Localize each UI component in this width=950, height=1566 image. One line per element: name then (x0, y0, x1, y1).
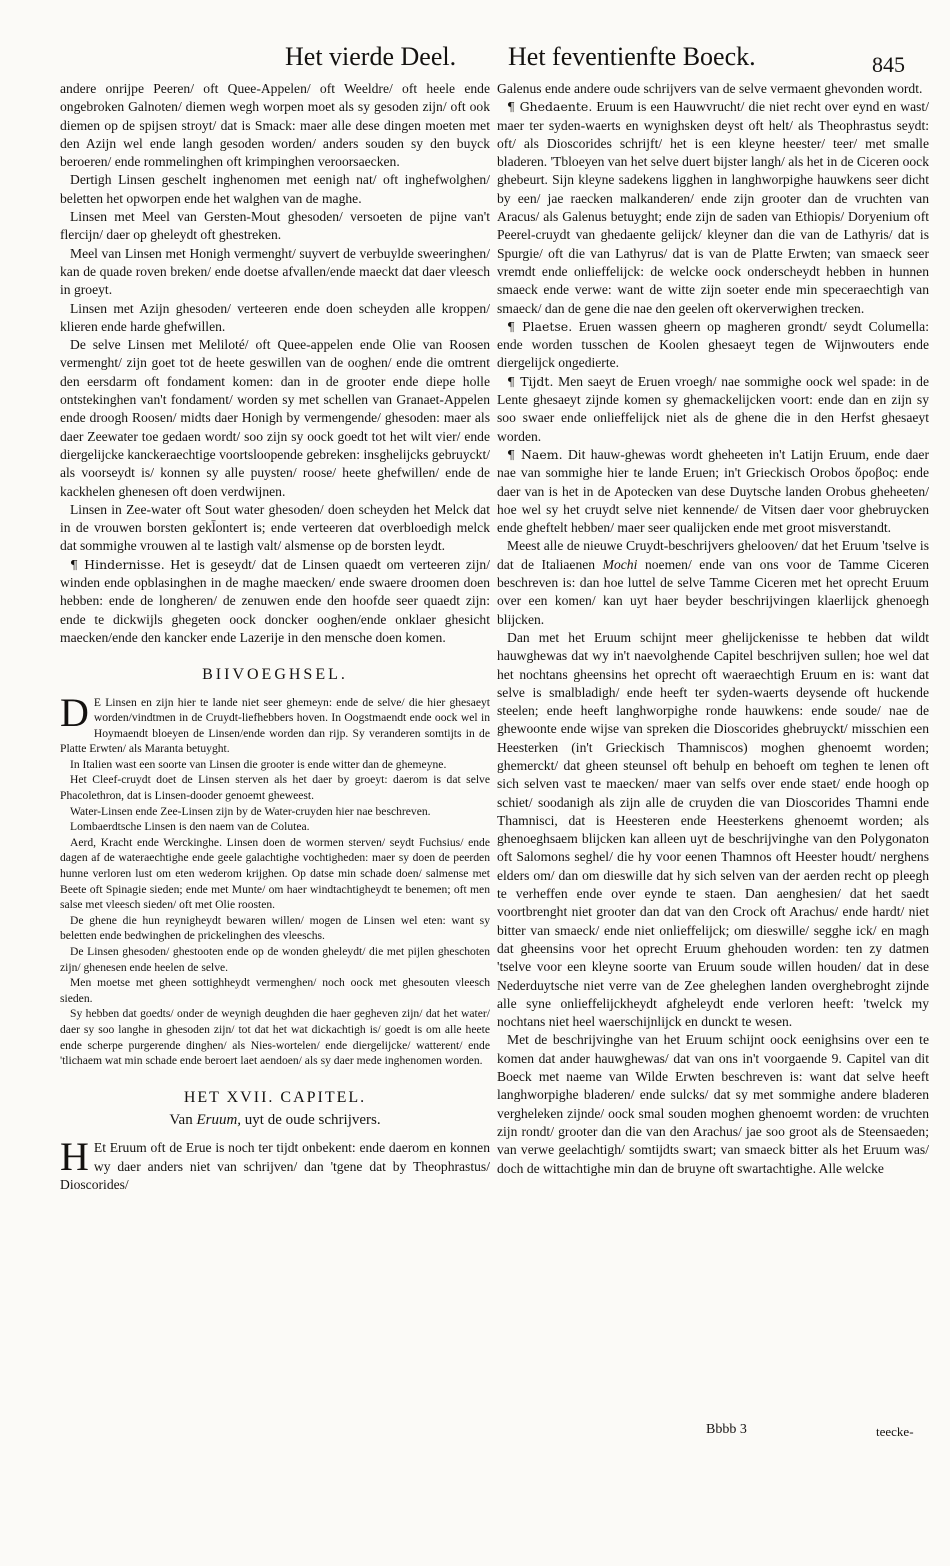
addition-para-1 (60, 689, 490, 757)
right-para-tijdt (497, 373, 929, 446)
addition-para-8: De Linsen ghesoden/ ghestooten ende op de wonden gheleydt/ die met pijlen gheschoten zijn/ ghenesen ende heelen de selve. (60, 945, 490, 974)
left-para-8 (60, 556, 490, 647)
signature-mark: Bbbb 3 (706, 1422, 747, 1437)
dropcap-h: H (60, 1134, 89, 1180)
addition-para-6: Aerd, Kracht ende Werckinghe. Linsen doen de wormen sterven/ seydt Fuchsius/ ende dagen af de wateraechtighe ende geele galachtighe vochtigheden: maer sy doen de peerden hunne verloren lust om eten wederom krijghen. Op datse min schade doen/ salmense met Beete oft Spinagie sieden; ende met Munte/ om haer windtachtigheydt te benemen; oft men salse met vleesch sieden/ oft met Olie roosten. (60, 835, 490, 912)
addition-para-5: Lombaerdtsche Linsen is den naem van de Colutea. (70, 820, 310, 834)
addition-para-3: Het Cleef-cruydt doet de Linsen sterven als het daer by groeyt: daerom is dat selve Phacolethron, dat is Linsen-dooder genoemt gheweest. (60, 773, 490, 803)
chapter-subtitle (60, 1111, 490, 1129)
right-para-6b: noemen/ ende van ons voor de Tamme Ciceren beschreven is: dan hoe luttel de selve Tamme Ciceren met het oprecht Eruum over een komen/ kan uyt haer beyder beschrijvingen klaerlijck ghenoegh blijcken. (497, 556, 930, 627)
naem-text-b: : ende daer van is het in de Apotecken van dese Duytsche landen Orobus gheheeten/ hoe wel sy het cruydt selve niet kennende/ de Vitsen daer voor ghebruycken ende gheftelt hebben/ maer seer qualijcken ende met groot misverstandt. (497, 465, 929, 536)
right-para-1: Galenus ende andere oude schrijvers van de selve vermaent ghevonden wordt. (497, 81, 923, 96)
right-para-7: Dan met het Eruum schijnt meer ghelijckenisse te hebben dat wildt hauwghewas dat wy in't naevolghende Capitel beschrijven sullen; hoe wel dat het nochtans gheensins het oprecht oft waeraechtigh Eruum en is: want dat selve is smalbladigh/ ende heeft ter syden-waerts deysende oft huckende steelen; ende heeft langhworpighe ronde hauwkens: ende soude/ nae de ghewoonte ende wijse van spreken die Dioscorides ghebruyckt/ misschien een Heesterken (in't Grieckisch Thamniscos) moghen ghenoemt worden; ghemerckt/ dat gheen steunsel oft behulp en behoeft om teghen te lenen oft sich selven vast te maecken/ maer van selfs over ende staet/ ende hoogh op schiet/ soodanigh als zijn alle de cruyden die van Dioscorides Thamni ende Thamnisci, dat is Heesteren ende Heesterkens ghenoemt worden; als ghenoeghsaem blijcken kan alleen uyt de beschrijvinghe van den Polygonaton oft Salomons seghel/ die hy voor eenen Thamnos oft Heester houdt/ nerghens elders om/ dan om dieswille dat hy sich selven van der aerden recht op pleegh te verheffen ende over eynde te staen. Dan aenghesien/ dat het saedt voortbrenght niet grooter dan dat van den Crock oft Arachus/ ende hardt/ niet bitter van smaeck/ ende niet onlieffelijck; om dieswille/ segghe ick/ en magh dat gheensins voor het oprecht Eruum ghehouden worden: ten zy datmen 'tselve voor een kleyne soorte van Eruum soude willen houden/ dat in dese Nederduytsche niet verre van de Zee gheleghen landen overghebroght zijnde alle syne onlieffelijckheydt afgheleydt ende verloren heeft: 'twelck my nochtans niet heel waerschijnlijck en dunckt te wesen. (497, 629, 929, 1030)
chapter-para-1 (60, 1134, 490, 1194)
addition-para-4: Water-Linsen ende Zee-Linsen zijn by de Water-cruyden hier nae beschreven. (70, 804, 431, 818)
addition-para-1-text: E Linsen en zijn hier te lande niet seer ghemeyn: ende de selve/ die hier ghesaeyt worden/vindtmen in de Cruydt-liefhebbers hoven. In Oogstmaendt ende oock wel in Hoymaendt bloeyen de Linsen/ende worden dan rijp. Sy veranderen somtijts in de Platte Erwten/ als Maranta betuyght. (60, 695, 490, 756)
right-para-8: Met de beschrijvinghe van het Eruum schijnt oock eenighsins over een te komen dat ander hauwghewas/ dat van ons in't voorgaende 9. Capitel van dit Boeck met naeme van Wilde Erwten beschreven is: want dat selve heeft langhworpighe bladeren/ ende sulcks/ dat sy met sommighe andere bladeren vergheleken zijnde/ oock smal souden moghen ghenoemt worden: de vruchten zijn rondt/ grooter dan die van den Arachus/ jae soo groot als de Steensaeden; van verwe geelachtigh/ somtijdts swart; van smaeck bitter als het Eruum was/ doch de wittachtighe min dan de bruyne oft swartachtighe. Alle welcke (497, 1032, 929, 1176)
left-para-2: Dertigh Linsen geschelt inghenomen met eenigh nat/ oft inghefwolghen/ beletten het opworpen ende het walghen van de maghe. (60, 172, 490, 206)
addition-para-9: Men moetse met gheen sottighheydt vermenghen/ noch oock met ghesouten vleesch sieden. (60, 976, 490, 1005)
right-column (497, 80, 929, 1178)
left-para-6: De selve Linsen met Meliloté/ oft Quee-appelen ende Olie van Roosen vermenght/ zijn goet tot de heete geswillen van de ooghen/ ende die omtrent den eersdarm oft fondament komen: dan in de grooter ende diepe holle ontstekinghen van't fondament/ worden sy met schellen van Granaet-Appelen ende droogh Roosen/ midts daer Honigh by vermengende/ ghesoden: maer als daer Zeewater toe gedaen wordt/ soo zijn sy oock goedt tot het wilt vier/ ende diergelijcke kanckeraechtige voortsloopende gebreken: insghelijcks gebruyckt/ als voorseydt is/ konnen sy alle puysten/ roose/ heete ghefwillen/ ende de kackhelen ghenesen oft doen verdwijnen. (60, 337, 490, 499)
running-head (0, 42, 950, 82)
label-ghedaente: ¶ Ghedaente. (507, 99, 593, 115)
page-number: 845 (872, 52, 905, 77)
left-para-4: Meel van Linsen met Honigh vermenght/ suyvert de verbuylde sweeringhen/ kan de quade roven breken/ ende doetse afvallen/ende maeckt dat daer vleesch in groeyt. (60, 245, 490, 298)
chapter-subtitle-latin: Eruum, (196, 1112, 242, 1129)
right-para-6a: Meest alle de nieuwe Cruydt-beschrijvers ghelooven/ dat het Eruum 'tselve is dat de Italiaenen (497, 538, 929, 572)
right-para-plaetse (497, 318, 929, 373)
italian-word: Mochi (602, 556, 638, 572)
addition-para-7: De ghene die hun reynigheydt bewaren willen/ mogen de Linsen wel eten: want sy beletten ende bedwinghen de prickelinghen des vleeschs. (60, 913, 490, 943)
section-heading-bijvoeghsel: BIIVOEGHSEL. (202, 666, 348, 684)
chapter-para-1-text: Et Eruum oft de Erue is noch ter tijdt onbekent: ende daerom en konnen wy daer anders niet van schrijven/ dan 'tgene dat by Theophrastus/ Dioscorides/ (60, 1140, 490, 1192)
dropcap-d: D (60, 689, 89, 735)
running-head-left: Het vierde Deel. (285, 42, 457, 71)
left-para-5: Linsen met Azijn ghesoden/ verteeren ende doen scheyden alle kroppen/ klieren ende harde ghefwillen. (60, 300, 490, 334)
right-para-ghedaente (497, 98, 929, 318)
left-para-7: Linsen in Zee-water oft Sout water ghesoden/ doen scheyden het Melck dat in de vrouwen borsten gekl̄ontert is; ende verteeren dat overbloedigh melck dat sommighe vrouwen al te lastigh valt/ alsmense op de borsten leydt. (60, 501, 490, 554)
left-column (60, 80, 490, 1194)
chapter-subtitle-post: uyt de oude schrijvers. (244, 1112, 381, 1129)
greek-word: ὄροβος (855, 465, 895, 481)
column-gutter (488, 85, 489, 1415)
plaetse-text: Eruen wassen gheern op magheren grondt/ seydt Columella: ende worden tusschen de Koolen ghesaeyt tegen de Wijnwouters ende diergelijck ongedierte. (497, 318, 929, 371)
naem-text-a: Dit hauw-ghewas wordt gheheeten in't Latijn Eruum, ende daer nae van sommighe hier te lande Eruen; in't Grieckisch Orobos (497, 446, 929, 481)
tijdt-text: Men saeyt de Eruen vroegh/ nae sommighe oock wel spade: in de Lente ghesaeyt zijnde komen sy ghemackelijcken voort: ende dan en zijn sy soo swaer ende onlieffelijck niet als de ghene die in den Herfst ghesaeyt worden. (497, 373, 929, 444)
ghedaente-text: Eruum is een Hauwvrucht/ die niet recht over eynd en wast/ maer ter syden-waerts en wynighsken deyst oft helt/ als Theophrastus seydt: oft/ als Dioscorides schrijft/ het is een kleyne heester/ teer/ met smalle bladeren. 'Tbloeyen van het selve duert bijster langh/ als het in de Ciceren oock ghebeurt. Sijn kleyne sadekens ligghen in langhworpighe hauwkens seer dicht by een/ jae raecken malkanderen/ ende zijn grooter dan de vruchten van Aracus/ als Galenus betuyght; ende zijn de saden van Ethiopis/ Doryenium oft Peerel-cruydt van ghedaente gelijck/ kleyner dan die van de Lathyris/ dat is Spurgie/ oft die van Lathyrus/ dat is van de Platte Erwten; van smaeck seer vremdt ende onlieffelijck: de welcke oock onderscheydt hebben in hunnen smaeck ende verwe: want de witte zijn soeter ende min speceraechtigh van smaeck/ dan de gene die nae den geelen oft okerverwighen trecken. (497, 99, 930, 316)
addition-block (60, 689, 490, 1069)
addition-para-10: Sy hebben dat goedts/ onder de weynigh deughden die haer gegheven zijn/ dat het water/ daer sy soo langhe in ghesoden zijn/ tot dat het wat dickachtigh is/ goedt is om alle heete ende scherpe purgerende dinghen/ als Nies-wortelen/ ende diergelijcke/ watterent/ ende 'tlichaem wat min schade ende beroert laet aendoen/ als sy daer mede inghenomen worden. (60, 1007, 490, 1068)
right-para-6 (497, 537, 929, 628)
label-naem: ¶ Naem. (507, 446, 563, 462)
label-hindernisse: ¶ Hindernisse. (70, 556, 165, 572)
left-para-1: andere onrijpe Peeren/ oft Quee-Appelen/ oft Weeldre/ oft heele ende ongebroken Galnoten/ diemen wegh worpen moet als sy gesoden zijn/ oft ook diemen op de spijsen stroyt/ dat is Smack: maer alle dese dingen moeten met den Azijn wel ende langh gesoden worden/ anders souden sy den buyck beroeren/ ende rommelinghen oft krimpinghen veroorsaecken. (60, 81, 490, 170)
left-para-3: Linsen met Meel van Gersten-Mout ghesoden/ versoeten de pijne van't flercijn/ daer op gheleydt oft ghestreken. (60, 209, 490, 243)
chapter-subtitle-pre: Van (169, 1112, 193, 1129)
running-head-right: Het feventienfte Boeck. (508, 42, 756, 71)
right-para-naem (497, 446, 929, 537)
catchword: teecke- (876, 1424, 914, 1439)
addition-para-2: In Italien wast een soorte van Linsen die grooter is ende witter dan de ghemeyne. (70, 757, 447, 771)
label-tijdt: ¶ Tijdt. (507, 373, 554, 389)
label-plaetse: ¶ Plaetse. (507, 318, 573, 334)
hindernisse-text: Het is geseydt/ dat de Linsen quaedt om verteeren zijn/ winden ende opblasinghen in de maghe maecken/ ende swaere droomen doen hebben: ende de longheren/ de zenuwen ende den hoofde seer quaedt zijn: ende te dickwijls ghegeten oock doncker ooghen/ende onklaer ghesicht maecken/ende den kancker ende Lazerije in den mensche doen komen. (60, 556, 490, 645)
chapter-title: HET XVII. CAPITEL. (183, 1088, 367, 1106)
